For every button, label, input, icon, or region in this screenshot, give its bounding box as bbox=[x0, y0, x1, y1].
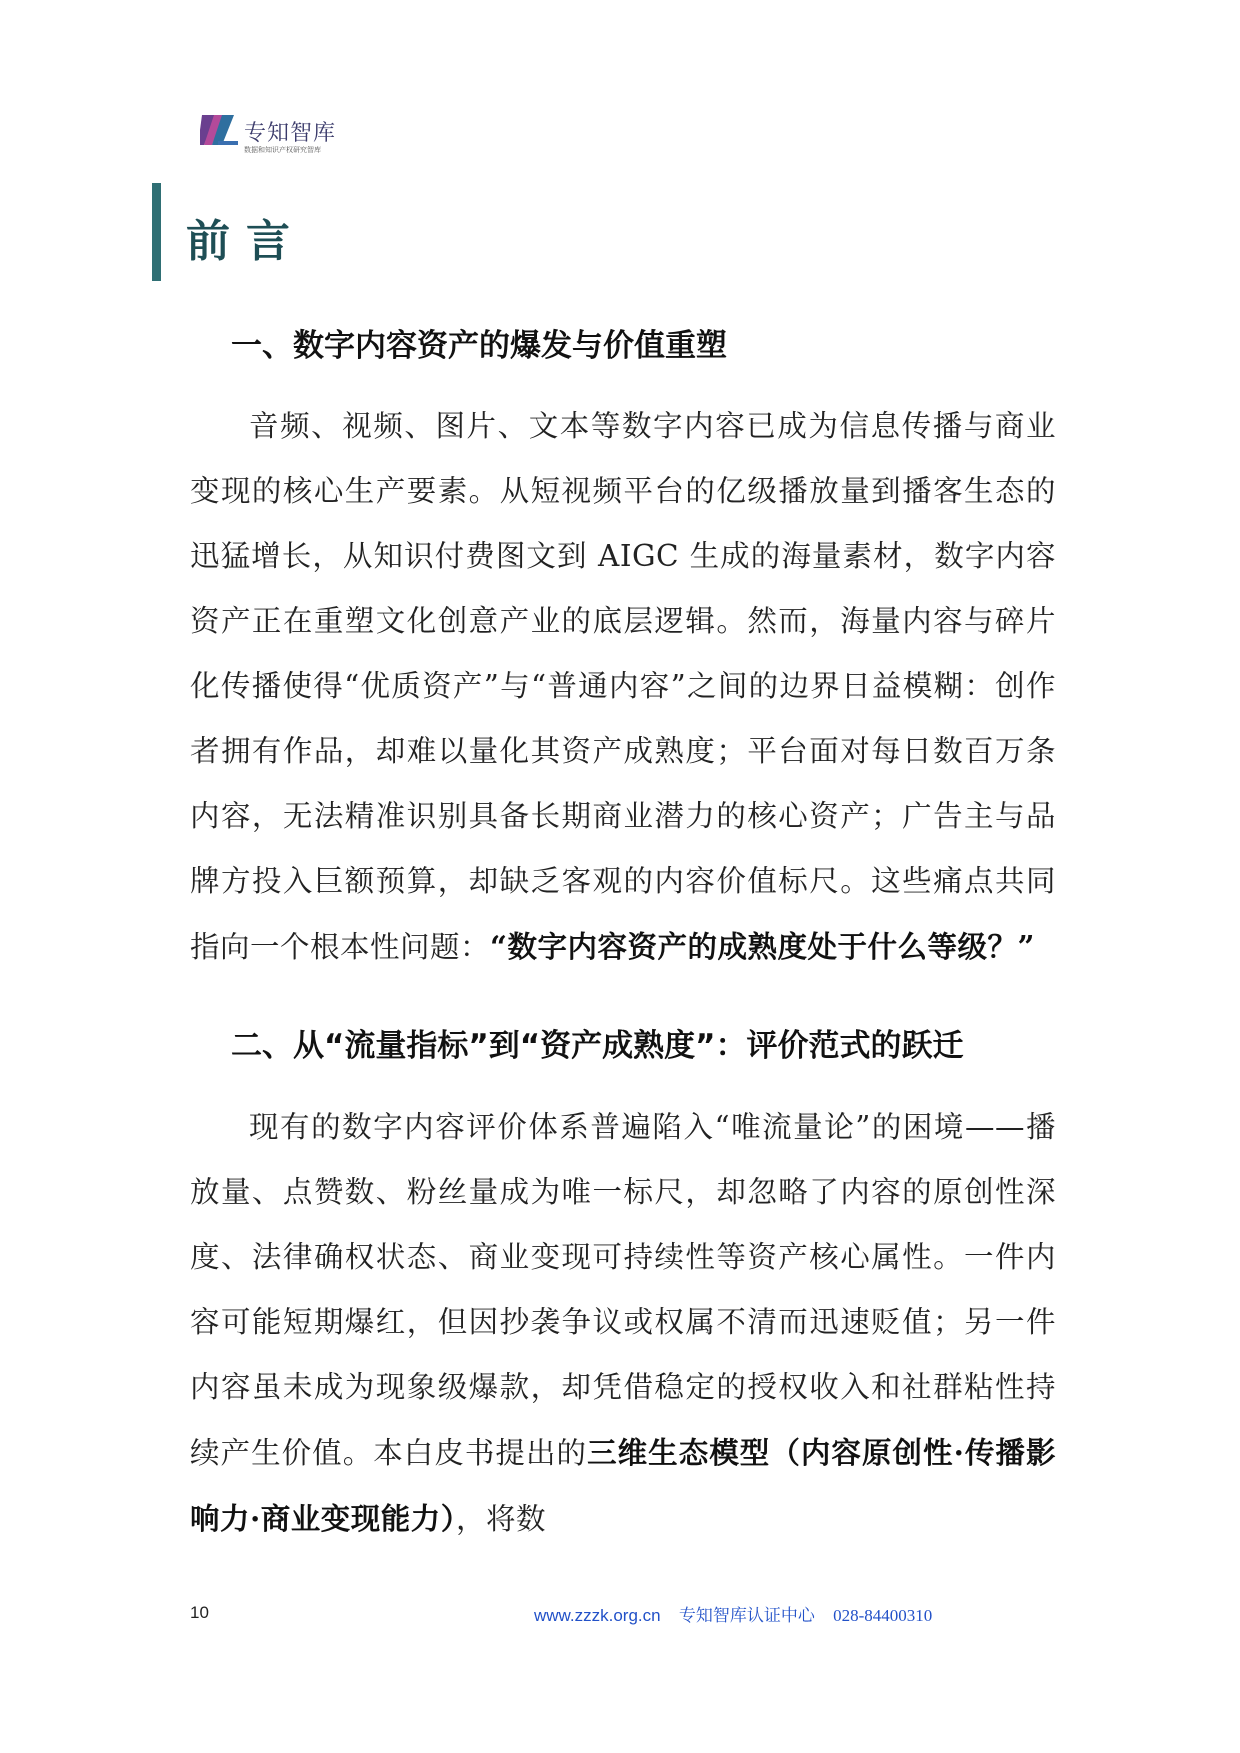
footer-phone: 028-84400310 bbox=[833, 1606, 933, 1625]
footer-url-link[interactable]: www.zzzk.org.cn bbox=[534, 1606, 661, 1625]
section-heading-1: 一、数字内容资产的爆发与价值重塑 bbox=[231, 328, 727, 364]
page-heading: 前言 bbox=[186, 216, 306, 267]
section-paragraph-1 bbox=[190, 394, 1056, 980]
footer-org: 专知智库认证中心 bbox=[678, 1606, 815, 1625]
paragraph-text: 现有的数字内容评价体系普遍陷入“唯流量论”的困境——播放量、点赞数、粉丝量成为唯一标尺，却忽略了内容的原创性深度、法律确权状态、商业变现可持续性等资产核心属性。一件内容可能短期爆红，但因抄袭争议或权属不清而迅速贬值；另一件内容虽未成为现象级爆款，却凭借稳定的授权收入和社群粘性持续产生价值。本白皮书提出的 bbox=[190, 1110, 1056, 1470]
key-question: “数字内容资产的成熟度处于什么等级？” bbox=[490, 929, 1035, 964]
page-number: 10 bbox=[190, 1603, 209, 1622]
heading-accent-bar bbox=[152, 183, 161, 281]
logo-subtitle: 数据和知识产权研究智库 bbox=[244, 146, 321, 154]
logo-mark-icon bbox=[200, 113, 240, 147]
model-highlight: 三维生态模型（内容原创性·传播影响力·商业变现能力） bbox=[190, 1435, 1056, 1536]
section-heading-2: 二、从“流量指标”到“资产成熟度”：评价范式的跃迁 bbox=[231, 1028, 964, 1064]
paragraph-text: 音频、视频、图片、文本等数字内容已成为信息传播与商业变现的核心生产要素。从短视频平台的亿级播放量到播客生态的迅猛增长，从知识付费图文到 AIGC 生成的海量素材，数字内容资产正在重塑文化创意产业的底层逻辑。然而，海量内容与碎片化传播使得“优质资产”与“普通内容”之间的边界日益模糊：创作者拥有作品，却难以量化其资产成熟度；平台面对每日数百万条内容，无法精准识别具备长期商业潜力的核心资产；广告主与品牌方投入巨额预算，却缺乏客观的内容价值标尺。这些痛点共同指向一个根本性问题： bbox=[190, 409, 1056, 964]
section-paragraph-2 bbox=[190, 1095, 1056, 1552]
logo bbox=[200, 113, 460, 159]
footer-contact bbox=[534, 1601, 946, 1626]
paragraph-tail: ，将数 bbox=[456, 1502, 547, 1536]
logo-title: 专知智库 bbox=[244, 121, 337, 146]
